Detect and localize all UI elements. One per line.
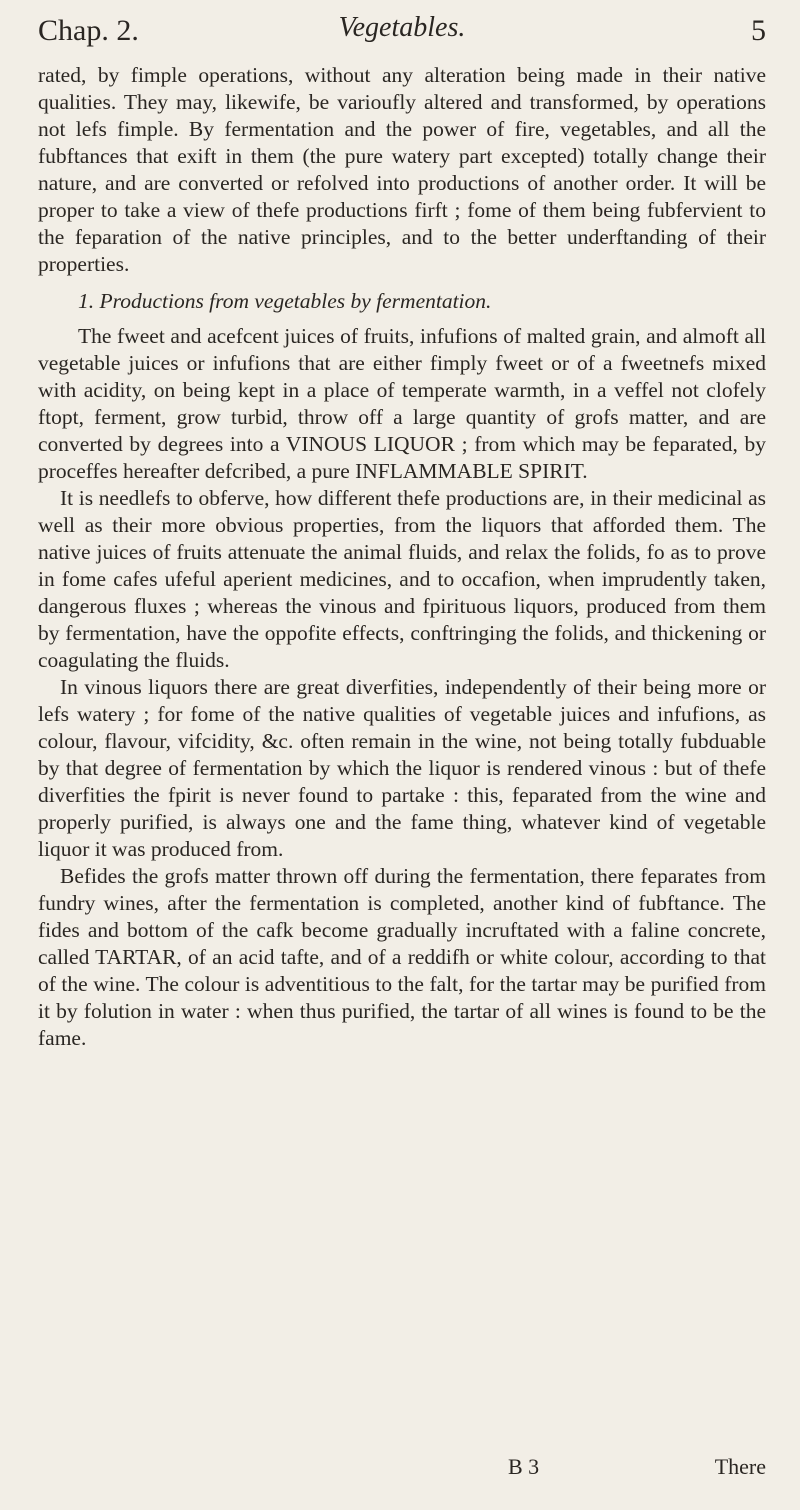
paragraph: Befides the grofs matter thrown off during the fermentation, there feparates from fundry wines, after the fermentation is completed, another kind of fubftance. The fides and bottom of the cafk become gradually incruftated with a faline concrete, called TARTAR, of an acid tafte, and of a reddifh or white colour, according to that of the wine. The colour is adventitious to the falt, for the tartar may be purified from it by folution in water : when thus purified, the tartar of all wines is found to be the fame.: [38, 864, 766, 1050]
paragraph: In vinous liquors there are great diverfities, independently of their being more or lefs watery ; for fome of the native qualities of vegetable juices and infufions, as colour, flavour, vifcidity, &c. often remain in the wine, not being totally fubduable by that degree of fermentation by which the liquor is rendered vinous : but of thefe diverfities the fpirit is never found to partake : this, feparated from the wine and properly purified, is always one and the fame thing, whatever kind of vegetable liquor it was produced from.: [38, 675, 766, 861]
paragraph: It is needlefs to obferve, how different thefe productions are, in their medicinal as well as their more obvious properties, from the liquors that afforded them. The native juices of fruits attenuate the animal fluids, and relax the folids, fo as to prove in fome cafes ufeful aperient medicines, and to occafion, when imprudently taken, dangerous fluxes ; whereas the vinous and fpirituous liquors, produced from them by fermentation, have the oppofite effects, conftringing the folids, and thickening or coagulating the fluids.: [38, 486, 766, 672]
paragraph-continued: rated, by fimple operations, without any alteration being made in their native qualities. They may, likewife, be varioufly altered and transformed, by operations not lefs fimple. By fermentation and the power of fire, vegetables, and all the fubftances that exift in them (the pure watery part excepted) totally change their nature, and are converted or refolved into productions of another order. It will be proper to take a view of thefe productions firft ; fome of them being fubfervient to the feparation of the native principles, and to the better underftanding of their properties.: [38, 63, 766, 276]
running-header: [38, 10, 766, 54]
page-body: [38, 62, 766, 1052]
section-heading: 1. Productions from vegetables by fermentation.: [78, 289, 492, 313]
catchword: There: [714, 1454, 766, 1479]
running-title: Vegetables.: [338, 12, 466, 43]
signature-mark: B 3: [508, 1454, 540, 1479]
page-number: 5: [751, 14, 766, 47]
page-footer: [38, 1454, 766, 1486]
chapter-label: Chap. 2.: [38, 14, 139, 47]
paragraph: The fweet and acefcent juices of fruits, infufions of malted grain, and almoft all vegetable juices or infufions that are either fimply fweet or of a fweetnefs mixed with acidity, on being kept in a place of temperate warmth, in a veffel not clofely ftopt, ferment, grow turbid, throw off a large quantity of grofs matter, and are converted by degrees into a VINOUS LIQUOR ; from which may be feparated, by proceffes hereafter defcribed, a pure INFLAMMABLE SPIRIT.: [38, 324, 766, 483]
